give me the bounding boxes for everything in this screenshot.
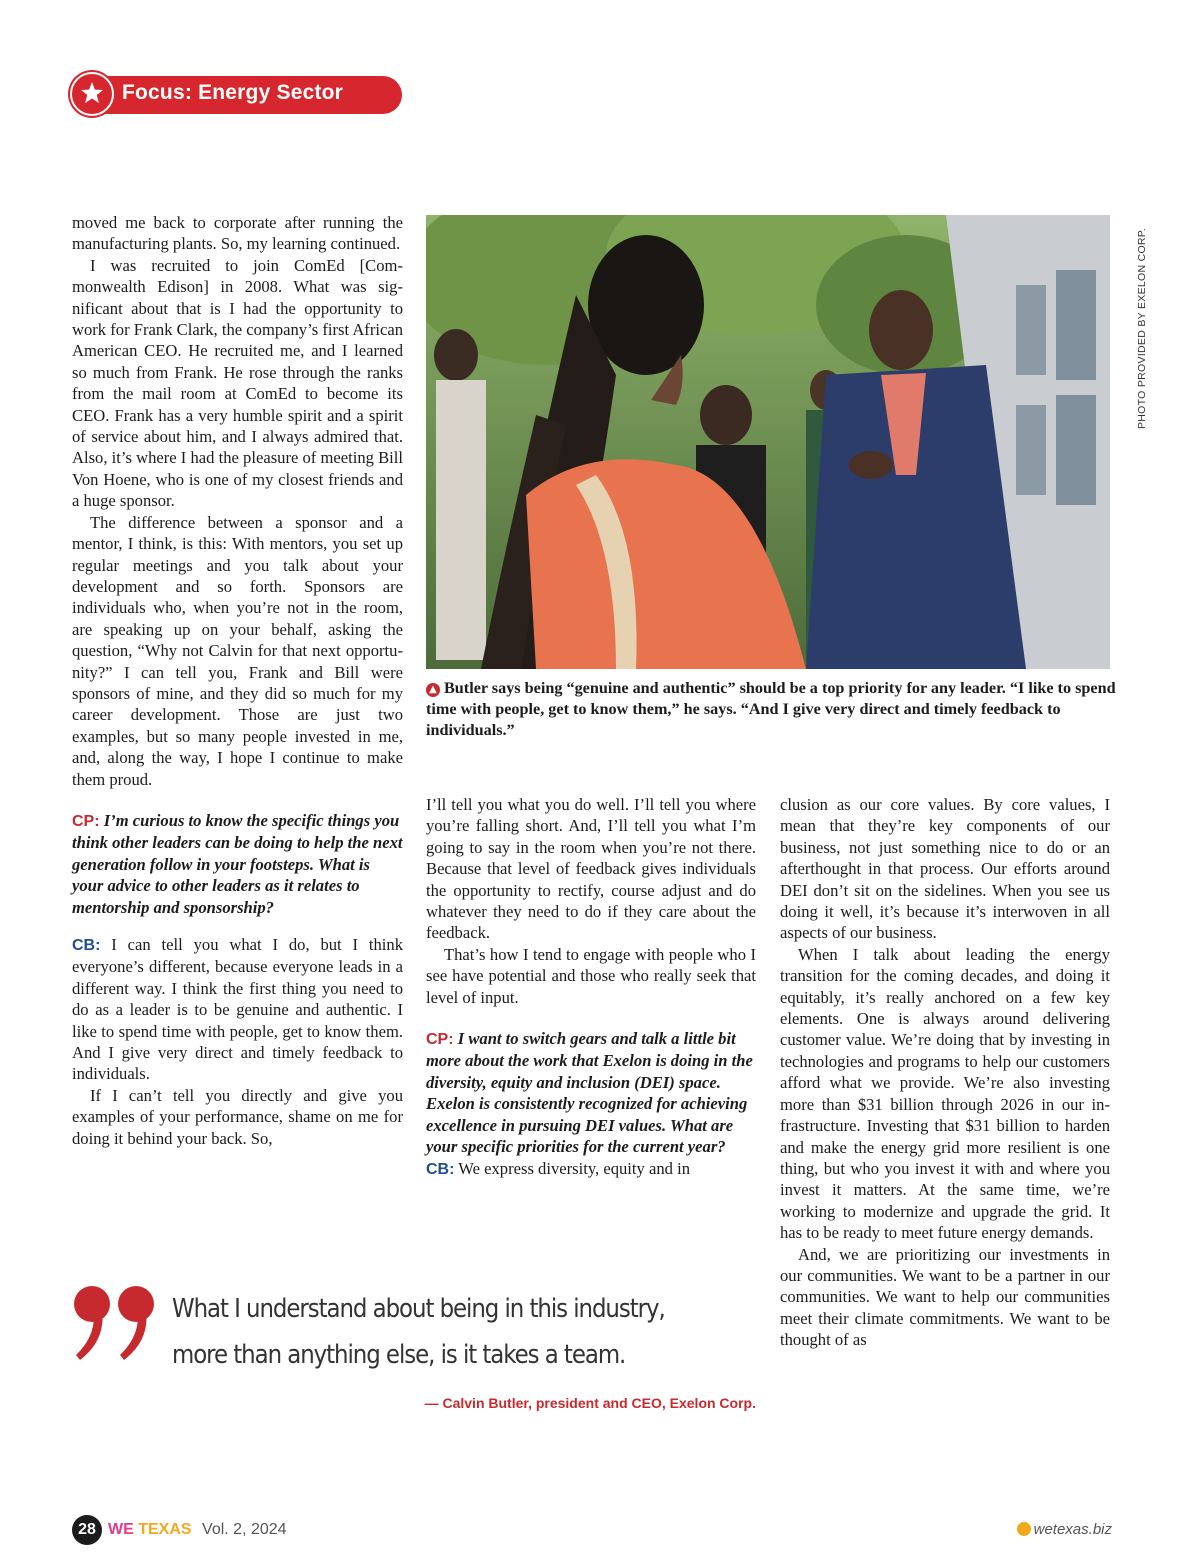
publication-name [108,1519,287,1541]
event-photo [426,215,1110,669]
paragraph: I was recruited to join ComEd [Commonwealth Edison] in 2008. What was significant about that is I had the opportunity to work for Frank Clark, the company’s first African American CEO. He recruited me, and I learned so much from Frank. He rose through the ranks from the mail room at ComEd to become its CEO. Frank has a very humble spirit and a spirit of service about him, and I always admired that. Also, it’s where I had the pleasure of meeting Bill Von Hoene, who is one of my closest friends and a huge sponsor. [72,255,403,511]
website-link[interactable] [1017,1519,1112,1541]
speaker-label: CP: [426,1031,454,1049]
question-text: I want to switch gears and talk a little bit more about the work that Exelon is doing in the diversity, equity and inclusion (DEI) space. Exelon is consistently recognized for achieving excellence in pursuing DEI values. What are your specific priorities for the current year? [426,1029,753,1157]
paragraph: The difference between a sponsor and a mentor, I think, is this: With mentors, you set up regular meetings and you talk about your development and so forth. Sponsors are individuals who, when you’re not in the room, are speaking up on your behalf, asking the question, “Why not Calvin for that next opportunity?” I can tell you, Frank and Bill were sponsors of mine, and they did so much for my career development. Those are just two examples, but so many people invested in me, and, along the way, I hope I continue to make them proud. [72,512,403,789]
speaker-label: CB: [426,1160,455,1178]
photo-credit-text: PHOTO PROVIDED BY EXELON CORP. [1136,228,1148,429]
speaker-label: CB: [72,937,101,954]
paragraph: When I talk about leading the energy transition for the coming decades, and doing it equitably, it’s really anchored on a few key elements. One is always around delivering customer value. We’re doing that by investing in technologies and programs to help our customers afford what we provide. We’re also investing more than $31 billion through 2026 in our infrastructure. Investing that $31 billion to harden and make the energy grid more resilient is one thing, but who you invest it with and where you invest it matters. At the same time, we’re working to modernize and upgrade the grid. It has to be ready to meet future energy demands. [780,944,1110,1243]
article-column-2 [426,794,756,1180]
arrow-up-icon: ▲ [426,683,440,697]
answer-text: We express diversity, equity and in [458,1158,690,1178]
paragraph: clusion as our core values. By core values, I mean that they’re key components of our business, not just something nice to do or an afterthought in that process. Our efforts around DEI don’t sit on the sidelines. When you see us doing it well, it’s because it’s interwoven in all aspects of our business. [780,795,1110,943]
paragraph: moved me back to corporate after running the manufacturing plants. So, my learning continued. [72,213,403,254]
photo-credit [1124,215,1148,429]
pull-quote-text: What I understand about being in this industry, more than anything else, is it takes a team. [172,1294,665,1370]
paragraph: That’s how I tend to engage with people who I see have potential and those who really seek that level of input. [426,944,756,1007]
interview-answer [72,934,403,1085]
question-text: I’m curious to know the specific things you think other leaders can be doing to help the next generation follow in your footsteps. What is your advice to other leaders as it relates to mentorship and sponsorship? [72,810,403,917]
interview-question [426,1028,756,1157]
interview-answer [426,1158,756,1180]
star-icon [70,72,114,116]
globe-icon [1017,1522,1031,1536]
section-badge [70,72,404,116]
article-column-1 [72,212,403,1149]
quote-mark-icon [72,1282,162,1362]
section-label: Focus: Energy Sector [122,81,344,104]
caption-text: Butler says being “genuine and authentic” should be a top priority for any leader. “I like to spend time with people, get to know them,” he says. “And I give very direct and timely feedback to individuals.” [426,679,1116,739]
article-column-3 [780,794,1110,1351]
publication-we: WE [108,1521,134,1538]
interview-question [72,810,403,918]
page-number: 28 [72,1515,102,1545]
answer-text: I can tell you what I do, but I think everyone’s different, because everyone leads in a different way. I think the first thing you need to do as a leader is to be genuine and authentic. I like to spend time with people, get to know them. And I give very direct and timely feedback to individuals. [72,935,403,1084]
photo-caption [426,678,1116,741]
volume-label: Vol. 2, 2024 [202,1521,287,1538]
paragraph: And, we are prioritizing our investments in our communities. We want to be a partner in our communities. We want to help our communities meet their climate commitments. We want to be thought of as [780,1244,1110,1350]
pull-quote-attribution: — Calvin Butler, president and CEO, Exelon Corp. [424,1395,756,1411]
website-text: wetexas.biz [1033,1521,1112,1538]
speaker-label: CP: [72,812,100,830]
paragraph: I’ll tell you what you do well. I’ll tell you where you’re falling short. And, I’ll tell you what I’m going to say in the room when you’re not there. Because that level of feedback gives individuals the opportunity to rectify, course adjust and do whatever they need to do if they care about the feedback. [426,795,756,943]
publication-texas: TEXAS [138,1521,192,1538]
paragraph: If I can’t tell you directly and give you examples of your performance, shame on me for doing it behind your back. So, [72,1085,403,1148]
